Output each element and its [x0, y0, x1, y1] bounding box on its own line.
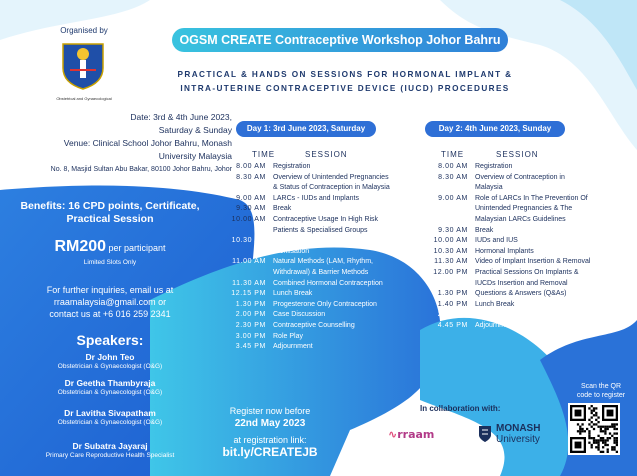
schedule-session: Lunch Break [475, 300, 515, 308]
speaker-role: Obstetrician & Gynaecologist (O&G) [57, 389, 163, 396]
schedule-row [210, 268, 410, 279]
schedule-row [412, 268, 627, 279]
schedule-row [412, 226, 627, 237]
qr-caption-line: Scan the QR [580, 383, 622, 390]
monash-name: MONASH [496, 423, 541, 434]
schedule-time: 11.00 AM [232, 258, 266, 266]
schedule-row [412, 194, 627, 205]
schedule-row [412, 257, 627, 268]
register-link-label: at registration link: [233, 435, 307, 445]
benefits-line: Benefits: 16 CPD points, Certificate, [20, 200, 200, 212]
phone-line: contact us at +6 016 259 2341 [49, 309, 171, 319]
schedule-time: 10.00 AM [433, 237, 468, 245]
schedule-row [210, 247, 410, 258]
schedule-row [210, 321, 410, 332]
schedule-row [412, 321, 627, 332]
schedule-row [210, 300, 410, 311]
subtitle-line: PRACTICAL & HANDS ON SESSIONS FOR HORMONAL IMPLANT & [177, 70, 513, 79]
schedule-time: 10.30 AM [433, 247, 468, 255]
rraam-logo-text: rraam [397, 428, 435, 441]
venue-line: Venue: Clinical School Johor Bahru, Monash [63, 138, 232, 148]
monash-logo [478, 423, 558, 453]
schedule-time: 1.30 PM [235, 300, 266, 308]
schedule-session: Emergency Contraceptives & [273, 237, 364, 245]
ogsm-crest-logo [60, 40, 106, 90]
schedule-row [412, 247, 627, 258]
price-amount: RM200 [54, 238, 107, 255]
date-line: Saturday & Sunday [158, 125, 232, 135]
schedule-time: 10.30 AM [231, 237, 266, 245]
schedule-time [412, 183, 475, 194]
schedule-time [210, 183, 273, 194]
benefits-line: Practical Session [66, 213, 154, 225]
schedule-row [210, 204, 410, 215]
schedule-time [210, 247, 273, 258]
speaker-name: Dr Lavitha Sivapatham [64, 408, 156, 418]
price-unit: per participant [106, 243, 166, 253]
schedule-session: Adjournment [273, 343, 313, 351]
email-link[interactable]: rraamalaysia@gmail.com or [53, 297, 167, 307]
schedule-row [412, 279, 627, 290]
schedule-row [412, 236, 627, 247]
register-deadline: 22nd May 2023 [234, 418, 306, 429]
schedule-time: 2.45 PM [437, 311, 468, 319]
schedule-row [412, 173, 627, 184]
schedule-time: 3.00 PM [235, 332, 266, 340]
speaker-name: Dr Geetha Thambyraja [64, 378, 156, 388]
schedule-session: Registration [475, 163, 513, 170]
monash-shield-icon [478, 425, 492, 443]
event-info [0, 111, 240, 176]
schedule-session: Adjournment [475, 321, 515, 329]
schedule-session: Break [475, 226, 494, 234]
schedule-session: Contraceptive Counselling [475, 311, 557, 319]
speaker-role: Primary Care Reproductive Health Specialist [45, 452, 175, 459]
schedule-time [210, 268, 273, 279]
address: No. 8, Masjid Sultan Abu Bakar, 80100 Johor Bahru, Johor [50, 166, 232, 173]
schedule-session: & Status of Contraception in Malaysia [273, 184, 390, 192]
event-subtitle [135, 68, 555, 96]
schedule-time: 1.30 PM [437, 290, 468, 298]
qr-caption [566, 382, 636, 400]
schedule-row [210, 257, 410, 268]
venue-line: University Malaysia [158, 151, 232, 161]
schedule-session: Video of Implant Insertion & Removal [475, 258, 591, 266]
schedule-time: 9.30 AM [236, 205, 266, 213]
schedule-session: Registration [273, 163, 311, 170]
day1-label: Day 1: 3rd June 2023, Saturday [236, 121, 376, 137]
monash-sub: University [496, 434, 540, 445]
schedule-session: Unintended Pregnancies & The [475, 205, 573, 213]
schedule-time: 8.00 AM [438, 163, 468, 170]
register-line: Register now before [229, 406, 311, 416]
schedule-session: Questions & Answers (Q&As) [475, 290, 567, 298]
schedule-session: Overview of Unintended Pregnancies [273, 173, 389, 181]
schedule-session: IUDs and IUS [475, 237, 518, 245]
schedule-row [210, 310, 410, 321]
schedule-row [210, 194, 410, 205]
schedule-time: 11.30 AM [232, 279, 266, 287]
schedule-time: 12.00 PM [433, 268, 468, 276]
speaker-role: Obstetrician & Gynaecologist (O&G) [57, 419, 163, 426]
schedule-time [412, 279, 475, 290]
schedule-time: 10.00 AM [231, 215, 266, 223]
time-header: TIME [441, 150, 465, 159]
schedule-row [210, 236, 410, 247]
schedule-time: 8.30 AM [236, 173, 266, 181]
event-title: OGSM CREATE Contraceptive Workshop Johor Bahru [172, 28, 508, 52]
schedule-row [210, 183, 410, 194]
schedule-row [210, 226, 410, 237]
schedule-row [210, 279, 410, 290]
schedule-row [412, 289, 627, 300]
inquiry-info [10, 284, 210, 320]
date-line: Date: 3rd & 4th June 2023, [130, 112, 232, 122]
price [10, 238, 210, 256]
session-header: SESSION [496, 150, 539, 159]
schedule-session: Combined Hormonal Contraception [273, 279, 383, 287]
schedule-row [210, 162, 410, 173]
schedule-session: Lunch Break [273, 290, 313, 298]
schedule-time: 2.00 PM [235, 311, 266, 319]
registration-link[interactable]: bit.ly/CREATEJB [222, 445, 318, 459]
schedule-row [210, 173, 410, 184]
schedule-time [412, 204, 475, 215]
schedule-session: Malaysian LARCs Guidelines [475, 215, 566, 223]
speaker-name: Dr Subatra Jayaraj [72, 441, 148, 451]
schedule-session: Malaysia [475, 184, 503, 192]
schedule-time: 9.00 AM [236, 194, 266, 202]
schedule-time: 8.30 AM [438, 173, 468, 181]
schedule-time: 8.00 AM [236, 163, 266, 170]
schedule-time: 11.30 AM [434, 258, 468, 266]
schedule-session: Contraceptive Counselling [273, 321, 355, 329]
schedule-session: Sterilisation [273, 247, 310, 255]
schedule-row [412, 300, 627, 311]
schedule-row [412, 162, 627, 173]
day2-schedule [412, 162, 627, 332]
registration-info [210, 405, 330, 458]
time-header: TIME [252, 150, 276, 159]
benefits [10, 200, 210, 226]
crest-caption: Obstetrical and Gynaecological [56, 96, 112, 101]
limited-slots-note: Limited Slots Only [83, 259, 137, 266]
session-header: SESSION [305, 150, 348, 159]
schedule-row [210, 215, 410, 226]
day1-schedule [210, 162, 410, 353]
schedule-row [412, 204, 627, 215]
schedule-time: 4.45 PM [437, 321, 468, 329]
schedule-row [210, 342, 410, 353]
schedule-session: Progesterone Only Contraception [273, 300, 377, 308]
schedule-time: 9.00 AM [438, 194, 468, 202]
schedule-session: Withdrawal) & Barrier Methods [273, 268, 369, 276]
schedule-time: 9.30 AM [438, 226, 468, 234]
rraam-logo: ∿rraam [388, 428, 435, 441]
schedule-row [412, 215, 627, 226]
schedule-time: 2.30 PM [235, 321, 266, 329]
schedule-time [412, 215, 475, 226]
day2-label: Day 2: 4th June 2023, Sunday [425, 121, 565, 137]
schedule-session: Contraceptive Usage In High Risk [273, 215, 379, 223]
schedule-session: Hormonal Implants [475, 247, 534, 255]
schedule-session: Practical Sessions On Implants & [475, 268, 579, 276]
organised-by-label: Organised by [60, 26, 108, 35]
qr-caption-line: code to register [576, 392, 626, 399]
speaker-name: Dr John Teo [85, 352, 135, 362]
schedule-session: Overview of Contraception in [475, 173, 565, 181]
registration-qr-code[interactable] [568, 403, 620, 455]
speakers-heading: Speakers: [76, 332, 144, 348]
schedule-session: Role Play [273, 332, 303, 340]
schedule-session: Role of LARCs In The Prevention Of [475, 194, 588, 202]
schedule-session: Patients & Specialised Groups [273, 226, 368, 234]
schedule-session: Break [273, 205, 292, 213]
schedule-session: LARCs - IUDs and Implants [273, 194, 359, 202]
schedule-time: 3.45 PM [235, 343, 266, 351]
schedule-time: 12.15 PM [231, 290, 266, 298]
schedule-row [412, 310, 627, 321]
subtitle-line: INTRA-UTERINE CONTRACEPTIVE DEVICE (IUCD) PROCEDURES [180, 84, 510, 93]
speaker-role: Obstetrician & Gynaecologist (O&G) [57, 363, 163, 370]
collab-label: In collaboration with: [420, 404, 501, 413]
schedule-session: Case Discussion [273, 311, 326, 319]
inquiry-line: For further inquiries, email us at [46, 285, 174, 295]
schedule-session: Natural Methods (LAM, Rhythm, [273, 258, 373, 266]
schedule-time [210, 226, 273, 237]
schedule-time: 1.40 PM [437, 300, 468, 308]
schedule-row [412, 183, 627, 194]
schedule-row [210, 332, 410, 343]
schedule-session: IUCDs Insertion and Removal [475, 279, 568, 287]
schedule-row [210, 289, 410, 300]
